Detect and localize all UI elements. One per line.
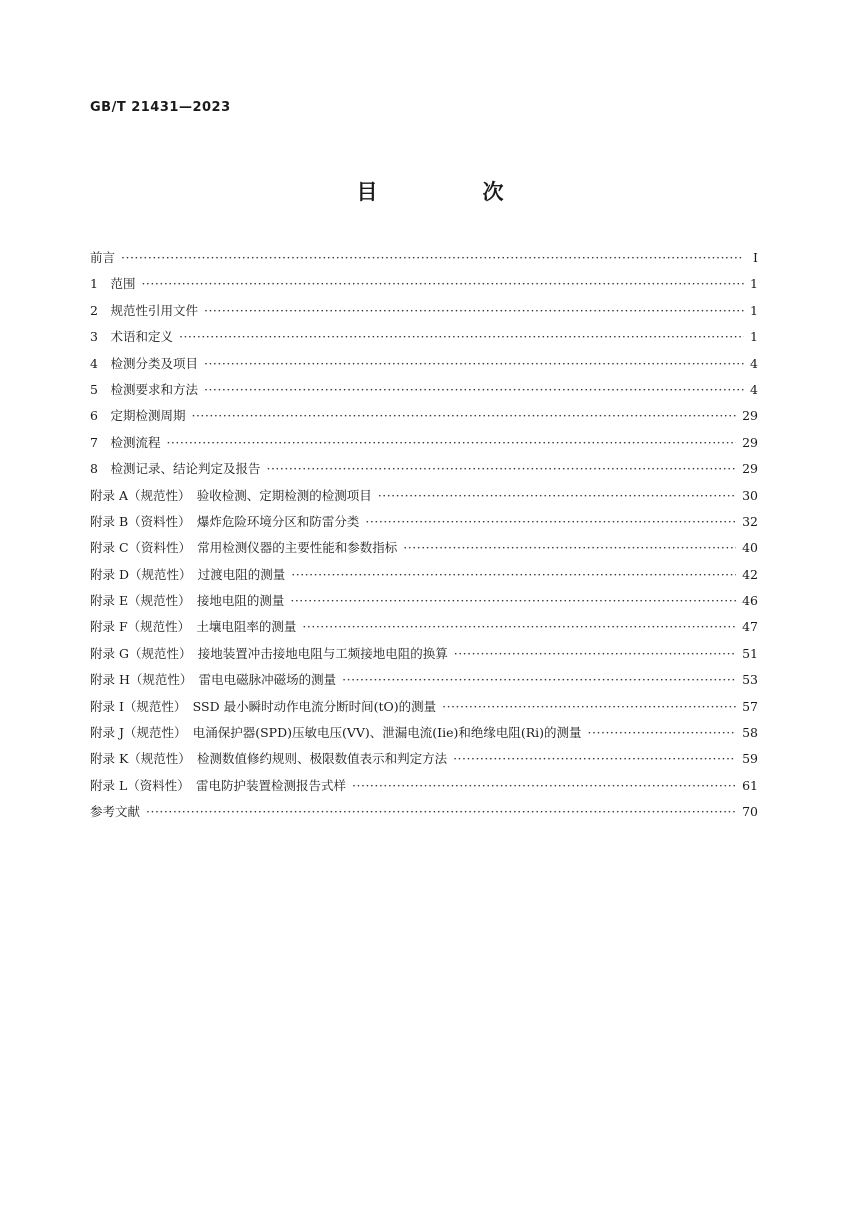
toc-entry[interactable] [90,720,758,746]
leader-dots [266,456,736,482]
toc-entry-label: 附录 J（规范性） 电涌保护器(SPD)压敏电压(VV)、泄漏电流(Iie)和绝缘电阻(Ri)的测量 [90,725,582,741]
leader-dots [588,720,737,746]
leader-dots [291,562,736,588]
toc-entry[interactable] [90,483,758,509]
toc-entry-page: Ⅰ [753,250,758,265]
toc-entry-label: 附录 A（规范性） 验收检测、定期检测的检测项目 [90,487,372,503]
leader-dots [179,324,744,350]
leader-dots [146,799,736,825]
leader-dots [191,403,736,429]
toc-entry-label: 附录 B（资料性） 爆炸危险环境分区和防雷分类 [90,513,360,529]
toc-entry-page: 70 [742,804,758,820]
toc-entry-label: 8 检测记录、结论判定及报告 [90,461,261,477]
toc-entry-page: 51 [742,645,758,661]
toc-entry-page: 4 [750,355,758,371]
toc-entry-page: 29 [742,461,758,477]
toc-entry-page: 29 [742,408,758,424]
toc-entry[interactable] [90,377,758,403]
toc-entry-label: 附录 G（规范性） 接地装置冲击接地电阻与工频接地电阻的换算 [90,645,448,661]
toc-entry[interactable] [90,535,758,561]
toc-entry-page: 61 [742,777,758,793]
toc-entry-label: 4 检测分类及项目 [90,355,198,371]
leader-dots [204,351,744,377]
toc-entry-page: 1 [750,276,758,292]
toc-entry[interactable] [90,351,758,377]
toc-entry-page: 46 [742,593,758,609]
toc-entry[interactable] [90,746,758,772]
toc-entry-page: 4 [750,381,758,397]
standard-number: GB/T 21431—2023 [90,100,231,115]
toc-entry[interactable] [90,641,758,667]
toc-entry-page: 58 [742,725,758,741]
toc-entry-label: 3 术语和定义 [90,329,173,345]
leader-dots [403,535,736,561]
toc-entry-label: 1 范围 [90,276,136,292]
toc-entry[interactable] [90,430,758,456]
leader-dots [442,694,736,720]
toc-entry[interactable] [90,324,758,350]
toc-entry-page: 40 [742,540,758,556]
leader-dots [166,430,736,456]
toc-entry[interactable] [90,509,758,535]
leader-dots [365,509,736,535]
toc-entry-page: 29 [742,434,758,450]
leader-dots [141,271,744,297]
toc-entry-page: 57 [742,698,758,714]
toc-entry-label: 6 定期检测周期 [90,408,186,424]
toc-entry-label: 附录 F（规范性） 土壤电阻率的测量 [90,619,297,635]
toc-entry-page: 32 [742,513,758,529]
toc-entry-page: 47 [742,619,758,635]
toc-entry[interactable] [90,773,758,799]
toc-entry[interactable] [90,403,758,429]
toc-entry[interactable] [90,298,758,324]
toc-entry[interactable] [90,667,758,693]
leader-dots [204,298,744,324]
toc-entry-label: 附录 L（资料性） 雷电防护装置检测报告式样 [90,777,347,793]
toc-entry-page: 30 [742,487,758,503]
leader-dots [352,773,736,799]
leader-dots [342,667,736,693]
table-of-contents [90,245,758,826]
leader-dots [290,588,736,614]
toc-entry[interactable] [90,799,758,825]
leader-dots [378,483,736,509]
toc-entry[interactable] [90,456,758,482]
toc-entry-label: 附录 D（规范性） 过渡电阻的测量 [90,566,286,582]
toc-entry-page: 1 [750,329,758,345]
leader-dots [302,614,736,640]
toc-entry[interactable] [90,245,758,271]
toc-entry-page: 42 [742,566,758,582]
leader-dots [204,377,744,403]
leader-dots [121,245,744,271]
toc-entry-label: 前言 [90,250,116,265]
toc-entry-label: 附录 C（资料性） 常用检测仪器的主要性能和参数指标 [90,540,398,556]
toc-entry[interactable] [90,271,758,297]
toc-entry-label: 附录 E（规范性） 接地电阻的测量 [90,593,285,609]
toc-entry-label: 参考文献 [90,804,141,820]
toc-entry-label: 附录 H（规范性） 雷电电磁脉冲磁场的测量 [90,672,337,688]
toc-entry-page: 1 [750,302,758,318]
toc-entry-label: 5 检测要求和方法 [90,381,198,397]
leader-dots [454,641,736,667]
toc-entry-label: 附录 K（规范性） 检测数值修约规则、极限数值表示和判定方法 [90,751,448,767]
toc-entry-label: 7 检测流程 [90,434,161,450]
toc-entry[interactable] [90,694,758,720]
page-title: 目 次 [356,180,546,204]
toc-entry-label: 2 规范性引用文件 [90,302,198,318]
toc-entry-page: 59 [742,751,758,767]
leader-dots [453,746,736,772]
toc-entry-label: 附录 I（规范性） SSD 最小瞬时动作电流分断时间(tO)的测量 [90,698,437,714]
toc-entry[interactable] [90,614,758,640]
toc-entry[interactable] [90,562,758,588]
toc-entry[interactable] [90,588,758,614]
toc-entry-page: 53 [742,672,758,688]
